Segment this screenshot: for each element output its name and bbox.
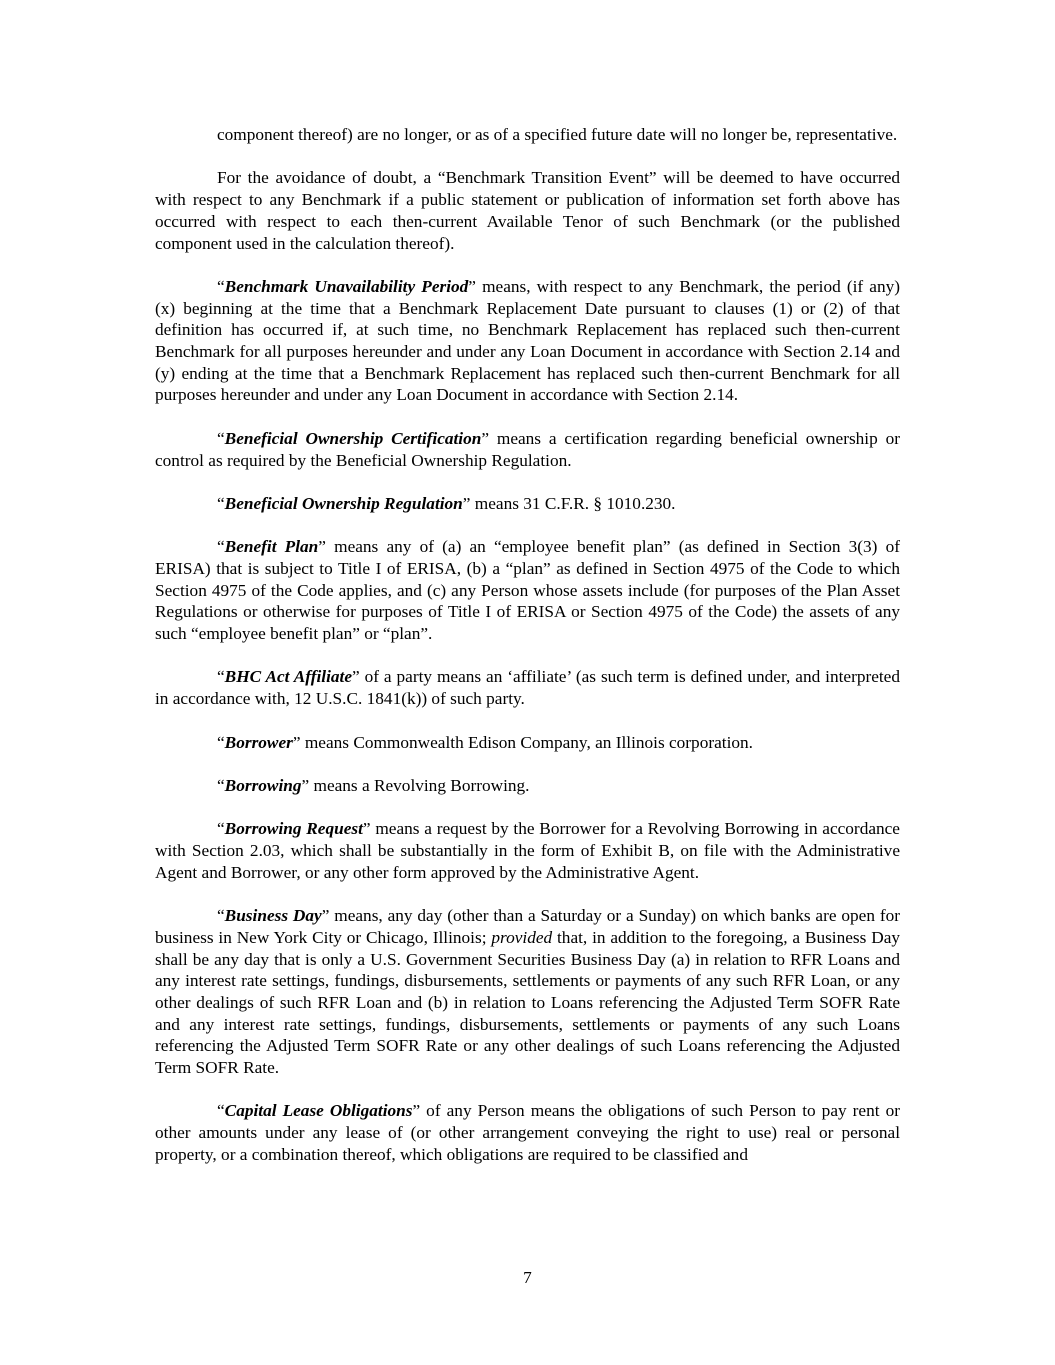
definition-body: ” of a party means an ‘affiliate’ (as such term is defined under, and interpreted in accordance with, 12 U.S.C. 1841(k)) of such party. (155, 667, 900, 709)
definition-body-end: that, in addition to the foregoing, a Business Day shall be any day that is only a U.S. Government Securities Business Day (a) in relation to RFR Loans and any interest rate settings, fundings, disbursements, settlements or payments of any such RFR Loan, or any other dealings of such RFR Loan and (b) in relation to Loans referencing the Adjusted Term SOFR Rate and any interest rate settings, fundings, disbursements, settlements or payments of any such Loans referencing the Adjusted Term SOFR Rate or any other dealings of such Loans referencing the Adjusted Term SOFR Rate. (155, 927, 900, 1078)
defined-term: Borrowing (224, 775, 302, 795)
definition-body: ” means a request by the Borrower for a Revolving Borrowing in accordance with Section 2.03, which shall be substantially in the form of Exhibit B, on file with the Administrative Agent and Borrower, or any other form approved by the Administrative Agent. (155, 819, 900, 882)
defined-term: Beneficial Ownership Regulation (224, 493, 463, 513)
defined-term: Borrower (224, 732, 293, 752)
defined-term: BHC Act Affiliate (224, 667, 352, 687)
definition-body: ” of any Person means the obligations of such Person to pay rent or other amounts under any lease of (or other arrangement conveying the right to use) real or personal property, or a combination thereof, which obligations are required to be classified and (155, 1101, 900, 1164)
open-quote: “ (217, 276, 225, 296)
definition-body: ” means, with respect to any Benchmark, the period (if any) (x) beginning at the time that a Benchmark Replacement Date pursuant to clauses (1) or (2) of that definition has occurred if, at such time, no Benchmark Replacement has replaced such then-current Benchmark for all purposes hereunder and under any Loan Document in accordance with Section 2.14 and (y) ending at the time that a Benchmark Replacement has replaced such then-current Benchmark for all purposes hereunder and under any Loan Document in accordance with Section 2.14. (155, 276, 900, 405)
definition-business-day (155, 905, 900, 1079)
defined-term: Business Day (224, 906, 322, 926)
document-page (155, 124, 900, 1187)
continuation-paragraph: component thereof) are no longer, or as of a specified future date will no longer be, representative. (217, 125, 898, 144)
definition-beneficial-ownership-certification (155, 428, 900, 471)
definition-borrowing-request (155, 818, 900, 883)
defined-term: Beneficial Ownership Certification (224, 428, 482, 448)
defined-term: Benefit Plan (224, 537, 319, 557)
open-quote: “ (217, 667, 225, 687)
defined-term: Benchmark Unavailability Period (224, 276, 469, 296)
open-quote: “ (217, 775, 225, 795)
definition-borrower (155, 732, 900, 754)
open-quote: “ (217, 819, 225, 839)
open-quote: “ (217, 732, 225, 752)
definition-body: ” means 31 C.F.R. § 1010.230. (462, 493, 676, 513)
open-quote: “ (217, 1101, 225, 1121)
definition-body-start: ” means, any day (other than a Saturday or a Sunday) on which banks are open for business in New York City or Chicago, Illinois; (155, 906, 900, 947)
defined-term: Capital Lease Obligations (224, 1101, 413, 1121)
definition-capital-lease-obligations (155, 1100, 900, 1165)
definition-body: ” means any of (a) an “employee benefit plan” (as defined in Section 3(3) of ERISA) that is subject to Title I of ERISA, (b) a “plan” as defined in Section 4975 of the Code to which Section 4975 of the Code applies, and (c) any Person whose assets include (for purposes of the Plan Asset Regulations or otherwise for purposes of Title I of ERISA or Section 4975 of the Code) the assets of any such “employee benefit plan” or “plan”. (155, 537, 901, 644)
open-quote: “ (217, 493, 225, 513)
defined-term: Borrowing Request (224, 819, 363, 839)
open-quote: “ (217, 537, 225, 557)
definition-body: ” means a certification regarding beneficial ownership or control as required by the Beneficial Ownership Regulation. (155, 428, 900, 470)
definition-body: ” means Commonwealth Edison Company, an Illinois corporation. (292, 732, 753, 752)
open-quote: “ (217, 906, 225, 926)
definition-bhc-act-affiliate (155, 666, 900, 709)
open-quote: “ (217, 428, 225, 448)
definition-borrowing (155, 775, 900, 797)
definition-benefit-plan (155, 536, 900, 645)
definition-benchmark-unavailability-period (155, 276, 900, 406)
definition-body: ” means a Revolving Borrowing. (301, 775, 530, 795)
provided-italic: provided (491, 927, 553, 947)
definition-beneficial-ownership-regulation (155, 493, 900, 515)
page-number: 7 (523, 1268, 532, 1287)
avoidance-paragraph: For the avoidance of doubt, a “Benchmark Transition Event” will be deemed to have occurred with respect to any Benchmark if a public statement or publication of information set forth above has occurred with respect to each then-current Available Tenor of such Benchmark (or the published component used in the calculation thereof). (155, 168, 900, 253)
